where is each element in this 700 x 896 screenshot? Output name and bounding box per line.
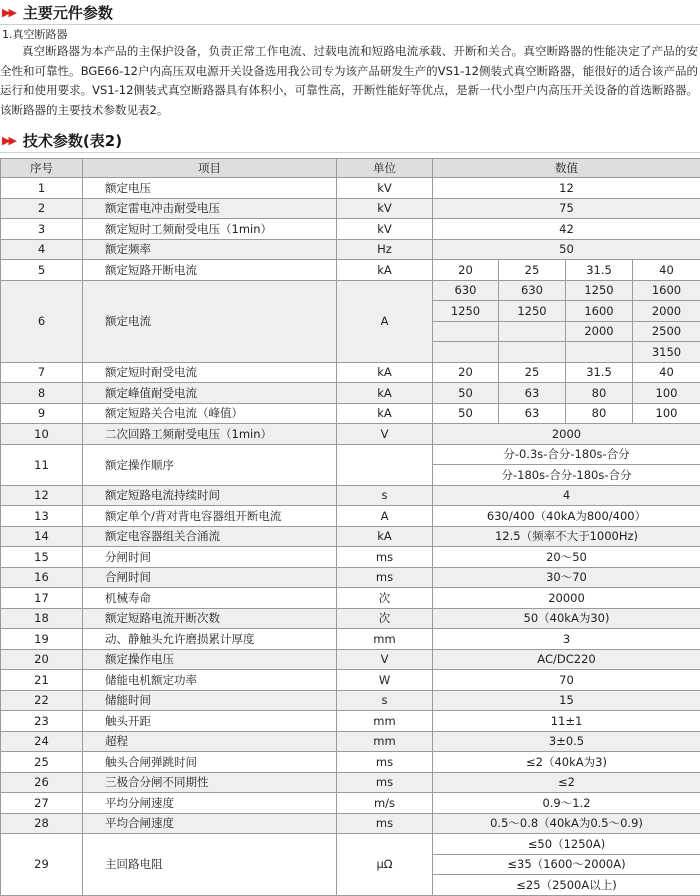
cell-value: 40: [633, 260, 700, 281]
cell-value: [566, 342, 633, 363]
cell-unit: mm: [337, 711, 433, 732]
cell-no: 26: [1, 772, 83, 793]
cell-item: 储能时间: [83, 690, 337, 711]
cell-unit: m/s: [337, 793, 433, 814]
cell-value: 3150: [633, 342, 700, 363]
cell-value: 50: [433, 383, 499, 404]
cell-item: 额定短路电流开断次数: [83, 608, 337, 629]
table-row: [1, 567, 700, 588]
cell-item: 二次回路工频耐受电压（1min）: [83, 424, 337, 445]
cell-no: 15: [1, 547, 83, 568]
cell-value: 0.5～0.8（40kA为0.5～0.9): [433, 813, 700, 834]
cell-item: 平均分闸速度: [83, 793, 337, 814]
cell-unit: ms: [337, 813, 433, 834]
cell-value: ≤2: [433, 772, 700, 793]
cell-unit: mm: [337, 731, 433, 752]
double-arrow-icon: ▶▶: [2, 134, 15, 147]
cell-no: 10: [1, 424, 83, 445]
header-no: 序号: [1, 159, 83, 178]
cell-item: 额定单个/背对背电容器组开断电流: [83, 506, 337, 527]
table-row: [1, 260, 700, 281]
table-row: [1, 198, 700, 219]
cell-item: 额定电流: [83, 280, 337, 362]
cell-item: 额定操作电压: [83, 649, 337, 670]
cell-item: 额定短路关合电流（峰值）: [83, 403, 337, 424]
cell-no: 21: [1, 670, 83, 691]
cell-item: 额定频率: [83, 239, 337, 260]
cell-item: 额定峰值耐受电流: [83, 383, 337, 404]
table-row: [1, 219, 700, 240]
cell-unit: V: [337, 424, 433, 445]
cell-unit: s: [337, 690, 433, 711]
table-row: [1, 239, 700, 260]
cell-no: 24: [1, 731, 83, 752]
cell-no: 23: [1, 711, 83, 732]
cell-value: 20: [433, 260, 499, 281]
cell-value: [433, 321, 499, 342]
cell-no: 5: [1, 260, 83, 281]
cell-unit: kA: [337, 383, 433, 404]
cell-value: 70: [433, 670, 700, 691]
table-row: [1, 834, 700, 855]
table-row: [1, 444, 700, 465]
table-row: [1, 670, 700, 691]
cell-value: 100: [633, 403, 700, 424]
cell-value: 3±0.5: [433, 731, 700, 752]
cell-no: 4: [1, 239, 83, 260]
cell-no: 6: [1, 280, 83, 362]
cell-value: 50: [433, 403, 499, 424]
cell-item: 额定雷电冲击耐受电压: [83, 198, 337, 219]
cell-value: 50: [433, 239, 700, 260]
table-row: [1, 608, 700, 629]
cell-value: 25: [499, 260, 566, 281]
cell-value: 2000: [566, 321, 633, 342]
description-paragraph: 真空断路器为本产品的主保护设备，负责正常工作电流、过载电流和短路电流承载、开断和关合。真空断路器的性能决定了产品的安全性和可靠性。BGE66-12户内高压双电源开关设备选用我公司专为该产品研发生产的VS1-12侧装式真空断路器，能很好的适合该产品的运行和使用要求。VS1-12侧装式真空断路器具有体积小，可靠性高，开断性能好等优点，是新一代小型户内高压开关设备的首选断路器。该断路器的主要技术参数见表2。: [0, 42, 698, 120]
cell-unit: Hz: [337, 239, 433, 260]
cell-no: 14: [1, 526, 83, 547]
table-row: [1, 506, 700, 527]
cell-unit: μΩ: [337, 834, 433, 896]
cell-unit: s: [337, 485, 433, 506]
table-row: [1, 690, 700, 711]
cell-item: 触头合闸弹跳时间: [83, 752, 337, 773]
tech-params-table: [0, 158, 700, 896]
cell-item: 额定电压: [83, 178, 337, 199]
cell-value: AC/DC220: [433, 649, 700, 670]
cell-no: 18: [1, 608, 83, 629]
cell-value: 63: [499, 403, 566, 424]
section-heading-tech-params: [2, 130, 122, 150]
cell-no: 8: [1, 383, 83, 404]
table-row: [1, 547, 700, 568]
table-row: [1, 383, 700, 404]
subsection-title: 1.真空断路器: [2, 26, 68, 42]
section-heading-components: [2, 2, 113, 22]
cell-value: 2000: [633, 301, 700, 322]
cell-no: 28: [1, 813, 83, 834]
cell-unit: A: [337, 280, 433, 362]
cell-value: 31.5: [566, 260, 633, 281]
cell-value: ≤2（40kA为3): [433, 752, 700, 773]
cell-value: 4: [433, 485, 700, 506]
cell-value: 1250: [499, 301, 566, 322]
table-row: [1, 752, 700, 773]
cell-item: 平均合闸速度: [83, 813, 337, 834]
cell-item: 动、静触头允许磨损累计厚度: [83, 629, 337, 650]
header-item: 项目: [83, 159, 337, 178]
table-row: [1, 793, 700, 814]
cell-item: 合闸时间: [83, 567, 337, 588]
cell-value: 630: [499, 280, 566, 301]
cell-value: 2500: [633, 321, 700, 342]
cell-value: [499, 342, 566, 363]
cell-value: ≤25（2500A以上): [433, 875, 700, 896]
cell-no: 25: [1, 752, 83, 773]
cell-value: 100: [633, 383, 700, 404]
cell-no: 12: [1, 485, 83, 506]
table-row: [1, 178, 700, 199]
cell-value: 630/400（40kA为800/400）: [433, 506, 700, 527]
cell-item: 分闸时间: [83, 547, 337, 568]
cell-value: 20: [433, 362, 499, 383]
section-title: 技术参数(表2): [23, 130, 122, 151]
cell-item: 额定操作顺序: [83, 444, 337, 485]
double-arrow-icon: ▶▶: [2, 6, 15, 19]
table-row: [1, 629, 700, 650]
cell-item: 额定短时耐受电流: [83, 362, 337, 383]
cell-item: 额定短时工频耐受电压（1min）: [83, 219, 337, 240]
cell-unit: [337, 444, 433, 485]
cell-value: 11±1: [433, 711, 700, 732]
cell-unit: ms: [337, 547, 433, 568]
cell-item: 机械寿命: [83, 588, 337, 609]
cell-value: 1250: [566, 280, 633, 301]
cell-value: 80: [566, 403, 633, 424]
cell-no: 27: [1, 793, 83, 814]
cell-value: ≤35（1600～2000A): [433, 854, 700, 875]
cell-value: 20000: [433, 588, 700, 609]
cell-value: [499, 321, 566, 342]
cell-no: 9: [1, 403, 83, 424]
cell-no: 29: [1, 834, 83, 896]
cell-value: 630: [433, 280, 499, 301]
divider: [0, 152, 700, 153]
cell-no: 1: [1, 178, 83, 199]
cell-unit: ms: [337, 752, 433, 773]
cell-no: 22: [1, 690, 83, 711]
cell-item: 主回路电阻: [83, 834, 337, 896]
cell-value: 30～70: [433, 567, 700, 588]
cell-unit: 次: [337, 588, 433, 609]
section-title: 主要元件参数: [23, 2, 113, 23]
cell-unit: 次: [337, 608, 433, 629]
cell-no: 3: [1, 219, 83, 240]
cell-no: 13: [1, 506, 83, 527]
cell-value: 1600: [633, 280, 700, 301]
cell-value: 1600: [566, 301, 633, 322]
cell-no: 16: [1, 567, 83, 588]
table-row: [1, 588, 700, 609]
cell-value: 12: [433, 178, 700, 199]
cell-value: ≤50（1250A): [433, 834, 700, 855]
cell-value: 42: [433, 219, 700, 240]
cell-no: 7: [1, 362, 83, 383]
cell-item: 储能电机额定功率: [83, 670, 337, 691]
table-row: [1, 731, 700, 752]
cell-no: 2: [1, 198, 83, 219]
cell-unit: mm: [337, 629, 433, 650]
cell-no: 11: [1, 444, 83, 485]
cell-item: 额定电容器组关合涌流: [83, 526, 337, 547]
cell-value: [433, 342, 499, 363]
header-value: 数值: [433, 159, 700, 178]
cell-unit: ms: [337, 567, 433, 588]
cell-value: 20～50: [433, 547, 700, 568]
table-row: [1, 711, 700, 732]
cell-value: 75: [433, 198, 700, 219]
cell-unit: kA: [337, 403, 433, 424]
cell-unit: kV: [337, 219, 433, 240]
table-row: [1, 362, 700, 383]
table-row: [1, 485, 700, 506]
cell-value: 25: [499, 362, 566, 383]
cell-value: 50（40kA为30): [433, 608, 700, 629]
cell-unit: kV: [337, 198, 433, 219]
table-row: [1, 649, 700, 670]
cell-unit: ms: [337, 772, 433, 793]
cell-no: 17: [1, 588, 83, 609]
divider: [0, 24, 700, 25]
cell-no: 20: [1, 649, 83, 670]
cell-item: 额定短路电流持续时间: [83, 485, 337, 506]
cell-unit: A: [337, 506, 433, 527]
cell-value: 1250: [433, 301, 499, 322]
cell-value: 0.9～1.2: [433, 793, 700, 814]
cell-item: 超程: [83, 731, 337, 752]
cell-value: 3: [433, 629, 700, 650]
cell-unit: kA: [337, 362, 433, 383]
table-row: [1, 280, 700, 301]
cell-no: 19: [1, 629, 83, 650]
cell-unit: kA: [337, 260, 433, 281]
cell-value: 分-180s-合分-180s-合分: [433, 465, 700, 486]
cell-value: 80: [566, 383, 633, 404]
header-unit: 单位: [337, 159, 433, 178]
cell-item: 触头开距: [83, 711, 337, 732]
cell-value: 2000: [433, 424, 700, 445]
cell-value: 31.5: [566, 362, 633, 383]
cell-value: 40: [633, 362, 700, 383]
table-row: [1, 403, 700, 424]
cell-unit: kA: [337, 526, 433, 547]
cell-value: 12.5（频率不大于1000Hz): [433, 526, 700, 547]
cell-value: 63: [499, 383, 566, 404]
table-row: [1, 526, 700, 547]
table-row: [1, 424, 700, 445]
cell-value: 分-0.3s-合分-180s-合分: [433, 444, 700, 465]
cell-unit: kV: [337, 178, 433, 199]
table-row: [1, 772, 700, 793]
cell-item: 三极合分闸不同期性: [83, 772, 337, 793]
cell-unit: W: [337, 670, 433, 691]
table-header-row: [1, 159, 700, 178]
table-row: [1, 813, 700, 834]
cell-unit: V: [337, 649, 433, 670]
cell-value: 15: [433, 690, 700, 711]
cell-item: 额定短路开断电流: [83, 260, 337, 281]
